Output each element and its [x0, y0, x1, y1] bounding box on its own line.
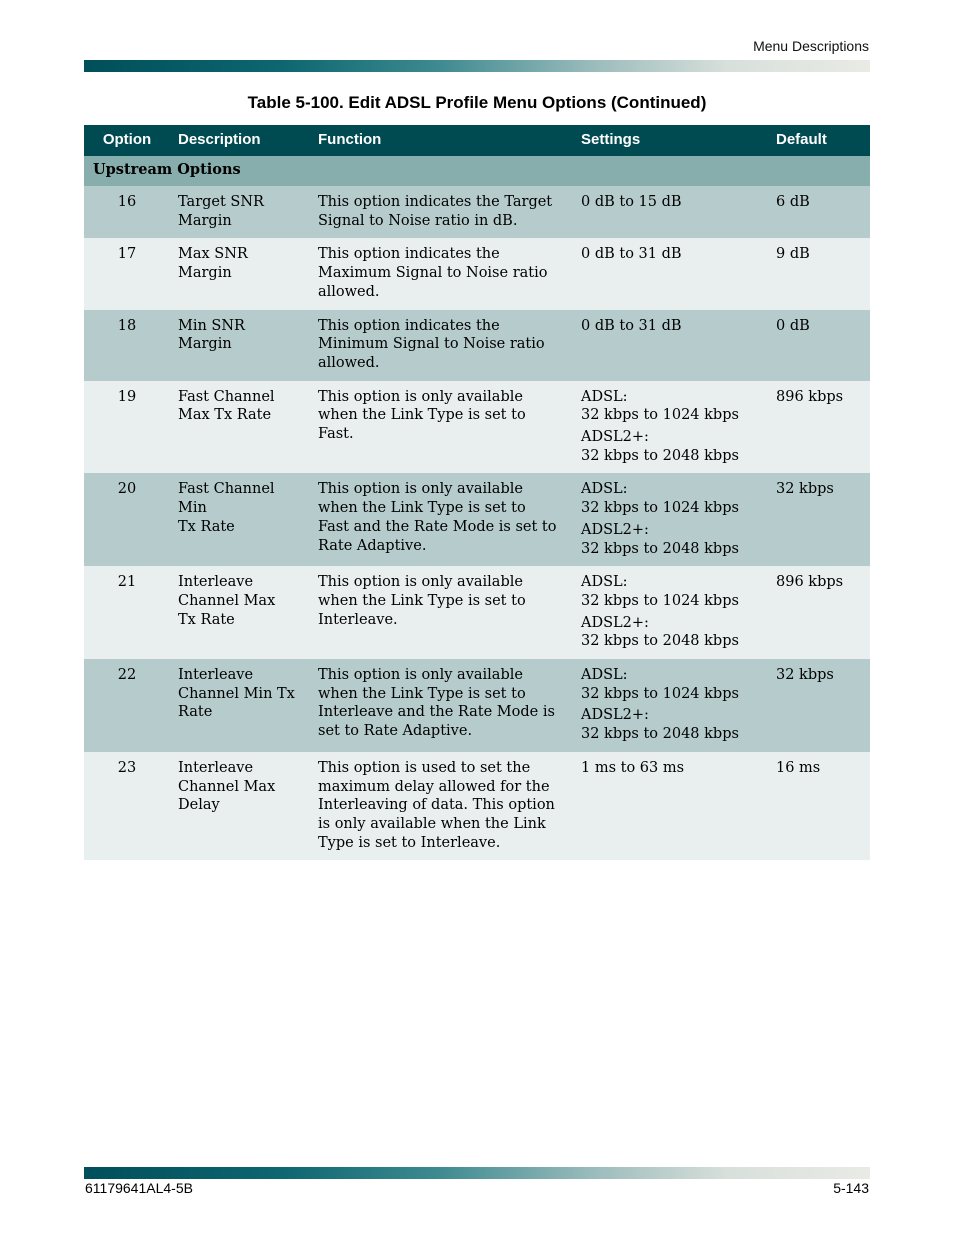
- footer-rule: [84, 1167, 870, 1179]
- option-cell: 20: [84, 473, 170, 566]
- description-line: Channel Max: [178, 592, 276, 609]
- settings-cell: [573, 310, 768, 381]
- default-cell: 32 kbps: [768, 659, 870, 752]
- settings-line: ADSL:: [581, 574, 628, 591]
- option-cell: 19: [84, 381, 170, 474]
- settings-line: 32 kbps to 2048 kbps: [581, 633, 739, 650]
- section-row: [84, 156, 870, 186]
- description-cell: [170, 752, 310, 861]
- settings-cell: [573, 566, 768, 659]
- option-cell: 18: [84, 310, 170, 381]
- description-line: Margin: [178, 265, 232, 282]
- document-number: 61179641AL4-5B: [85, 1180, 193, 1196]
- settings-line: ADSL2+:: [581, 521, 649, 538]
- table-header-row: [84, 125, 870, 156]
- settings-line: ADSL2+:: [581, 429, 649, 446]
- description-line: Channel Min Tx: [178, 685, 295, 702]
- function-line: This option is only available: [318, 574, 523, 591]
- function-line: Type is set to Interleave.: [318, 834, 501, 851]
- settings-line: 32 kbps to 1024 kbps: [581, 500, 739, 517]
- column-header-option: Option: [84, 125, 170, 156]
- column-header-settings: Settings: [573, 125, 768, 156]
- function-line: Fast and the Rate Mode is set to: [318, 518, 557, 535]
- function-line: Interleaving of data. This option: [318, 797, 555, 814]
- settings-line: 0 dB to 31 dB: [581, 246, 682, 263]
- function-line: This option indicates the: [318, 246, 500, 263]
- header-rule: [84, 60, 870, 72]
- column-header-function: Function: [310, 125, 573, 156]
- settings-cell: [573, 381, 768, 474]
- settings-line: 0 dB to 31 dB: [581, 317, 682, 334]
- function-line: This option is only available: [318, 388, 523, 405]
- settings-cell: [573, 473, 768, 566]
- function-cell: [310, 473, 573, 566]
- description-line: Interleave: [178, 667, 254, 684]
- column-header-default: Default: [768, 125, 870, 156]
- settings-line: ADSL2+:: [581, 614, 649, 631]
- function-line: This option indicates the Target: [318, 194, 553, 210]
- table-row: [84, 752, 870, 861]
- table-row: [84, 381, 870, 474]
- settings-line: 32 kbps to 2048 kbps: [581, 726, 739, 743]
- description-line: Fast Channel: [178, 481, 275, 498]
- settings-line: 32 kbps to 1024 kbps: [581, 407, 739, 424]
- description-cell: [170, 186, 310, 238]
- description-line: Max Tx Rate: [178, 407, 272, 424]
- description-cell: [170, 659, 310, 752]
- description-line: Max SNR: [178, 246, 248, 263]
- option-cell: 21: [84, 566, 170, 659]
- function-line: when the Link Type is set to: [318, 592, 526, 609]
- function-line: allowed.: [318, 283, 380, 300]
- running-header: Menu Descriptions: [753, 38, 869, 54]
- settings-cell: [573, 659, 768, 752]
- default-cell: 896 kbps: [768, 566, 870, 659]
- function-line: set to Rate Adaptive.: [318, 723, 473, 740]
- option-cell: 16: [84, 186, 170, 238]
- table-row: [84, 566, 870, 659]
- table-title: Table 5-100. Edit ADSL Profile Menu Options (Continued): [247, 93, 707, 112]
- table-row: [84, 310, 870, 381]
- description-cell: [170, 310, 310, 381]
- settings-line: 32 kbps to 1024 kbps: [581, 685, 739, 702]
- function-line: Minimum Signal to Noise ratio: [318, 336, 545, 353]
- description-cell: [170, 238, 310, 309]
- description-line: Interleave: [178, 759, 254, 776]
- table-row: [84, 186, 870, 238]
- function-line: Rate Adaptive.: [318, 537, 427, 554]
- table-row: [84, 238, 870, 309]
- function-line: when the Link Type is set to: [318, 685, 526, 702]
- options-table: [84, 125, 870, 860]
- settings-line: ADSL:: [581, 388, 628, 405]
- default-cell: 16 ms: [768, 752, 870, 861]
- function-cell: [310, 752, 573, 861]
- function-line: This option is only available: [318, 667, 523, 684]
- description-line: Fast Channel: [178, 388, 275, 405]
- function-line: This option is only available: [318, 481, 523, 498]
- description-line: Margin: [178, 336, 232, 353]
- column-header-description: Description: [170, 125, 310, 156]
- settings-line: 32 kbps to 2048 kbps: [581, 540, 739, 557]
- page-number: 5-143: [833, 1180, 869, 1196]
- settings-line: ADSL:: [581, 481, 628, 498]
- function-cell: [310, 659, 573, 752]
- function-cell: [310, 310, 573, 381]
- default-cell: 32 kbps: [768, 473, 870, 566]
- settings-line: 32 kbps to 2048 kbps: [581, 447, 739, 464]
- settings-line: ADSL:: [581, 667, 628, 684]
- description-line: Rate: [178, 704, 213, 721]
- section-label: Upstream Options: [84, 156, 870, 186]
- description-line: Tx Rate: [178, 518, 235, 535]
- description-line: Min: [178, 500, 207, 517]
- description-line: Channel Max: [178, 778, 276, 795]
- default-cell: 0 dB: [768, 310, 870, 381]
- function-line: is only available when the Link: [318, 815, 546, 832]
- function-cell: [310, 186, 573, 238]
- settings-line: 32 kbps to 1024 kbps: [581, 592, 739, 609]
- function-line: This option indicates the: [318, 317, 500, 334]
- settings-cell: [573, 238, 768, 309]
- description-cell: [170, 381, 310, 474]
- default-cell: 896 kbps: [768, 381, 870, 474]
- function-line: when the Link Type is set to: [318, 500, 526, 517]
- function-line: Signal to Noise ratio in dB.: [318, 212, 518, 229]
- description-line: Margin: [178, 212, 232, 229]
- function-line: allowed.: [318, 354, 380, 371]
- description-line: Min SNR: [178, 317, 245, 334]
- function-line: Maximum Signal to Noise ratio: [318, 265, 548, 282]
- description-cell: [170, 566, 310, 659]
- default-cell: 9 dB: [768, 238, 870, 309]
- settings-line: ADSL2+:: [581, 707, 649, 724]
- function-line: Interleave.: [318, 611, 398, 628]
- description-line: Target SNR: [178, 194, 264, 210]
- settings-line: 1 ms to 63 ms: [581, 759, 685, 776]
- function-line: This option is used to set the: [318, 759, 531, 776]
- option-cell: 22: [84, 659, 170, 752]
- table-row: [84, 473, 870, 566]
- settings-line: 0 dB to 15 dB: [581, 194, 682, 210]
- settings-cell: [573, 752, 768, 861]
- default-cell: 6 dB: [768, 186, 870, 238]
- description-line: Tx Rate: [178, 611, 235, 628]
- function-cell: [310, 238, 573, 309]
- option-cell: 23: [84, 752, 170, 861]
- function-line: Fast.: [318, 426, 354, 443]
- description-line: Interleave: [178, 574, 254, 591]
- description-cell: [170, 473, 310, 566]
- description-line: Delay: [178, 797, 220, 814]
- function-line: when the Link Type is set to: [318, 407, 526, 424]
- function-cell: [310, 566, 573, 659]
- table-row: [84, 659, 870, 752]
- settings-cell: [573, 186, 768, 238]
- function-line: maximum delay allowed for the: [318, 778, 550, 795]
- function-cell: [310, 381, 573, 474]
- function-line: Interleave and the Rate Mode is: [318, 704, 555, 721]
- option-cell: 17: [84, 238, 170, 309]
